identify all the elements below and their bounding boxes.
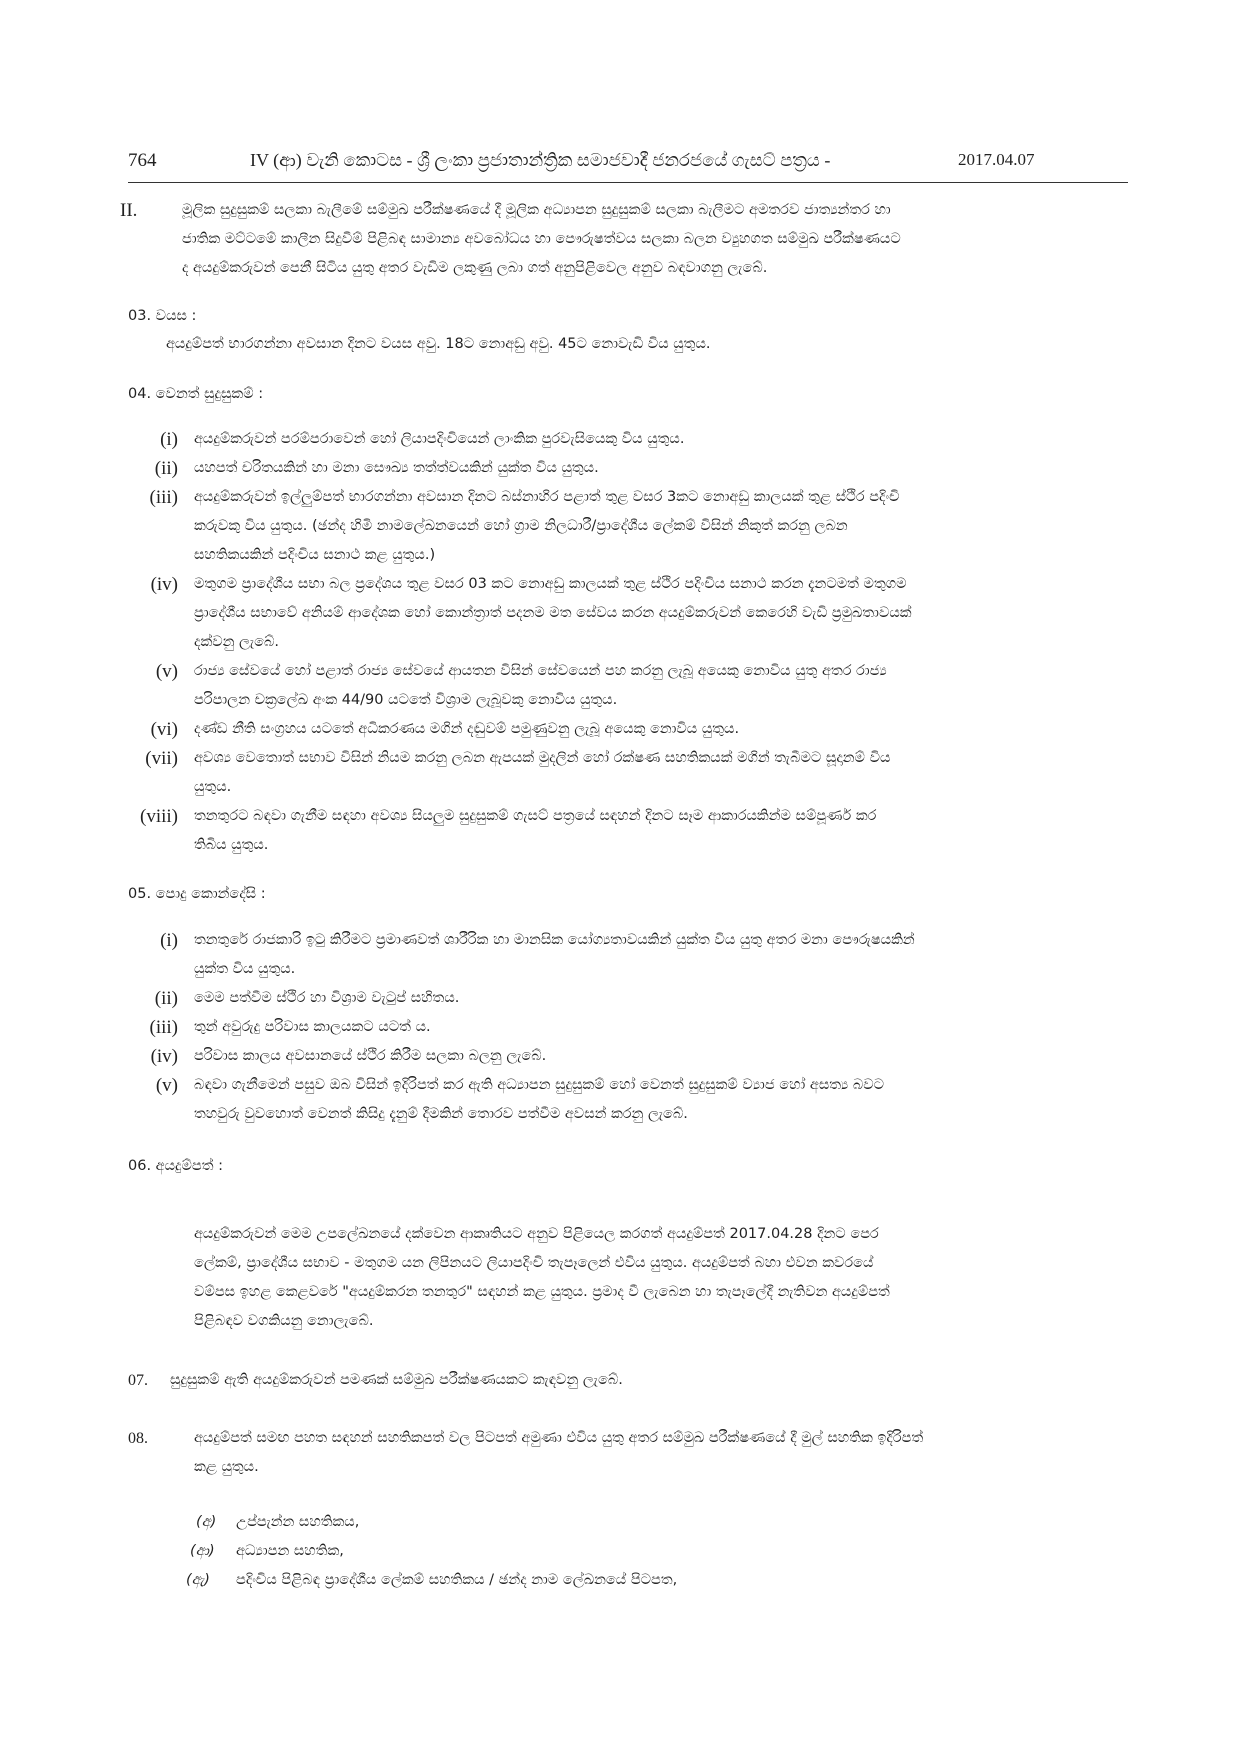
list-item: රාජ්‍ය සේවයේ හෝ පළාත් රාජ්‍ය සේවයේ ආයතන විසින් සේවයෙන් පහ කරනු ලැබූ අයෙකු නොවිය යුතු අතර රාජ්‍ය <box>194 663 887 679</box>
section-heading: 06. අයදුම්පත් : <box>128 1158 223 1174</box>
item-marker: (ii) <box>154 988 178 1009</box>
list-item: තනතුරට බඳවා ගැනීම සඳහා අවශ්‍ය සියලුම සුදුසුකම් ගැසට් පත්‍රයේ සඳහන් දිනට සෑම ආකාරයකින්ම සම්පූර්ණ කර <box>194 808 877 824</box>
list-item: අවශ්‍ය වෙතොත් සභාව විසින් නියම කරනු ලබන ඇපයක් මුදලින් හෝ රක්ෂණ සහතිකයක් මගින් තැබීමට සූදානම් විය <box>194 750 891 766</box>
list-item: තුන් අවුරුදු පරිවාස කාලයකට යටත් ය. <box>194 1019 431 1035</box>
item-marker: (i) <box>160 930 178 951</box>
page-number: 764 <box>128 150 157 171</box>
gazette-date: 2017.04.07 <box>958 150 1035 169</box>
list-item: පරිපාලන චක්‍රලේඛ අංක 44/90 යටතේ විශ්‍රාම ලැබූවකු නොවිය යුතුය. <box>194 692 618 708</box>
list-item: තහවුරු වුවහොත් වෙනත් කිසිදු දැනුම් දීමකින් තොරව පත්වීම අවසන් කරනු ලැබේ. <box>194 1106 688 1122</box>
item-marker: (iv) <box>150 1046 178 1067</box>
paragraph-line: පිළිබඳව වගකියනු නොලැබේ. <box>194 1313 374 1329</box>
list-item: තනතුරේ රාජකාරි ඉටු කිරීමට ප්‍රමාණවත් ශාරීරික හා මානසික යෝග්‍යතාවයකින් යුක්ත විය යුතු අතර මනා පෞරුෂයකින් <box>194 932 915 948</box>
paragraph-line: අයදුම්පත් සමඟ පහත සඳහන් සහතිකපත් වල පිටපත් අමුණා එවිය යුතු අතර සම්මුඛ පරීක්ෂණයේ දී මුල් සහතික ඉදිරිපත් <box>194 1430 924 1446</box>
item-marker: (viii) <box>140 806 178 827</box>
list-item: අධ්‍යාපන සහතික, <box>236 1543 344 1559</box>
item-marker: (vi) <box>150 719 178 740</box>
item-marker: (ආ) <box>190 1543 215 1559</box>
paragraph-line: වම්පස ඉහළ කෙළවරේ "අයදුම්කරන තනතුර" සඳහන් කළ යුතුය. ප්‍රමාද වී ලැබෙන හා තැපෑලේදී නැතිවන අයදුම්පත් <box>194 1284 890 1300</box>
item-marker: (vii) <box>145 748 178 769</box>
list-item: දණ්ඩ නීති සංග්‍රහය යටතේ අධිකරණය මගින් දඬුවම් පමුණුවනු ලැබූ අයෙකු නොවිය යුතුය. <box>194 721 740 737</box>
paragraph-line: කළ යුතුය. <box>194 1459 259 1475</box>
item-marker: (ඇ) <box>186 1572 210 1588</box>
item-marker: (iii) <box>149 487 178 508</box>
section-heading: 03. වයස : <box>128 308 197 324</box>
list-item: යුතුය. <box>194 779 232 795</box>
item-marker: (ii) <box>154 458 178 479</box>
list-item: තිබිය යුතුය. <box>194 837 269 853</box>
item-marker: (iii) <box>149 1017 178 1038</box>
list-item: කරුවකු විය යුතුය. (ඡන්ද හිමි නාමලේඛනයෙන් හෝ ග්‍රාම නිලධාරී/ප්‍රාදේශීය ලේකම් විසින් නිකුත් කරනු ලබන <box>194 518 848 534</box>
item-marker: II. <box>120 200 138 221</box>
list-item: පරිවාස කාලය අවසානයේ ස්ථිර කිරීම සලකා බලනු ලැබේ. <box>194 1048 547 1064</box>
paragraph-line: ලේකම්, ප්‍රාදේශීය සභාව - මතුගම යන ලිපිනයට ලියාපදිංචි තැපෑලෙන් එවිය යුතුය. අයදුම්පත් බහා එවන කවරයේ <box>194 1255 874 1271</box>
paragraph-line: අයදුම්කරුවන් මෙම උපලේඛනයේ දක්වෙන ආකෘතියට අනුව පිළියෙල කරගත් අයදුම්පත් 2017.04.28 දිනට පෙර <box>194 1226 879 1242</box>
list-item: පදිංචිය පිළිබඳ ප්‍රාදේශීය ලේකම් සහතිකය / ඡන්ද නාම ලේඛනයේ පිටපත, <box>236 1572 678 1588</box>
paragraph-line: ජාතික මට්ටමේ කාලීන සිදුවීම් පිළිබඳ සාමාන්‍ය අවබෝධය හා පෞරුෂත්වය සලකා බලන ව්‍යුහගත සම්මුඛ පරීක්ෂණයට <box>182 231 901 247</box>
list-item: දක්වනු ලැබේ. <box>194 634 279 650</box>
list-item: අයදුම්කරුවන් පරම්පරාවෙන් හෝ ලියාපදිංචියෙන් ලාංකික පුරවැසියෙකු විය යුතුය. <box>194 431 685 447</box>
list-item: ප්‍රාදේශීය සභාවේ අනියම් ආදේශක හෝ කොන්ත්‍රාත් පදනම මත සේවය කරන අයදුම්කරුවන් කෙරෙහි වැඩි ප්‍රමුඛතාවයක් <box>194 605 912 621</box>
section-number: 07. <box>128 1372 148 1389</box>
section-number: 08. <box>128 1430 148 1447</box>
item-marker: (iv) <box>150 574 178 595</box>
page-header <box>128 150 1128 180</box>
list-item: මෙම පත්වීම ස්ථිර හා විශ්‍රාම වැටුප් සහිතය. <box>194 990 460 1006</box>
list-item: අයදුම්කරුවන් ඉල්ලුම්පත් භාරගන්නා අවසාන දිනට බස්නාහිර පළාත් තුළ වසර 3කට නොඅඩු කාලයක් තුළ ස්ථිර පදිංචි <box>194 489 900 505</box>
header-rule <box>128 182 1128 183</box>
list-item: බඳවා ගැනීමෙන් පසුව ඔබ විසින් ඉදිරිපත් කර ඇති අධ්‍යාපන සුදුසුකම් හෝ වෙනත් සුදුසුකම් ව්‍යාජ හෝ අසත්‍ය බවට <box>194 1077 885 1093</box>
list-item: යහපත් චරිතයකින් හා මනා සෞඛ්‍ය තත්ත්වයකින් යුක්ත විය යුතුය. <box>194 460 599 476</box>
gazette-title: IV (ආ) වැනි කොටස - ශ්‍රී ලංකා ප්‍රජාතාන්ත්‍රික සමාජවාදී ජනරජයේ ගැසට් පත්‍රය - <box>250 150 831 170</box>
item-marker: (i) <box>160 429 178 450</box>
section-heading: 05. පොදු කොන්දේසි : <box>128 886 266 902</box>
item-marker: (v) <box>155 661 178 682</box>
paragraph-line: අයදුම්පත් භාරගන්නා අවසාන දිනට වයස අවු. 18ට නොඅඩු අවු. 45ට නොවැඩි විය යුතුය. <box>166 336 711 352</box>
item-marker: (අ) <box>196 1514 217 1530</box>
section-heading: 04. වෙනත් සුදුසුකම් : <box>128 386 264 402</box>
list-item: සහතිකයකින් පදිංචිය සනාථ කළ යුතුය.) <box>194 547 436 563</box>
list-item: උප්පැන්න සහතිකය, <box>236 1514 360 1530</box>
item-marker: (v) <box>155 1075 178 1096</box>
list-item: මතුගම ප්‍රාදේශීය සභා බල ප්‍රදේශය තුළ වසර 03 කට නොඅඩු කාලයක් තුළ ස්ථිර පදිංචිය සනාථ කරන දැනටමත් මතුගම <box>194 576 907 592</box>
paragraph-line: මූලික සුදුසුකම් සලකා බැලීමේ සම්මුඛ පරීක්ෂණයේ දී මූලික අධ්‍යාපන සුදුසුකම් සලකා බැලීමට අමතරව ජාත්‍යන්තර හා <box>182 202 891 218</box>
list-item: යුක්ත විය යුතුය. <box>194 961 296 977</box>
paragraph-line: ද අයදුම්කරුවන් පෙනී සිටිය යුතු අතර වැඩිම ලකුණු ලබා ගත් අනුපිළිවෙල අනුව බඳවාගනු ලැබේ. <box>182 260 768 276</box>
paragraph-line: සුදුසුකම් ඇති අයදුම්කරුවන් පමණක් සම්මුඛ පරීක්ෂණයකට කැඳවනු ලැබේ. <box>170 1372 623 1388</box>
